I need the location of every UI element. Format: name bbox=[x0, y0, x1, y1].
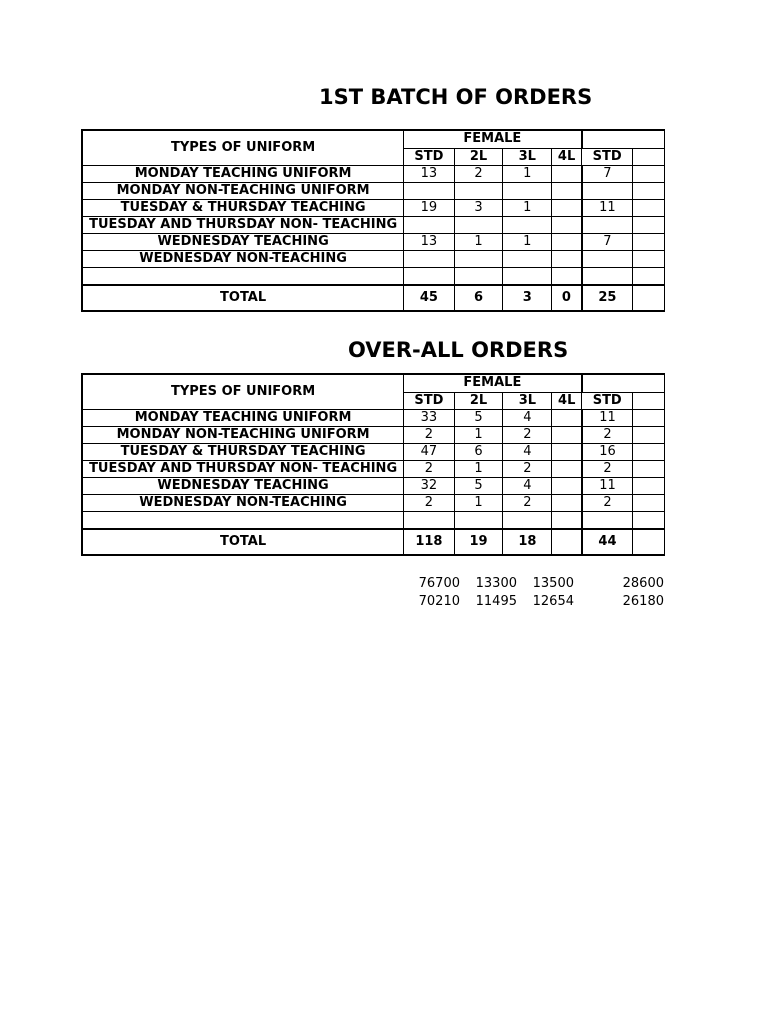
extra-value: 11495 bbox=[475, 594, 517, 609]
total-label: TOTAL bbox=[82, 529, 404, 555]
quantity-cell: 47 bbox=[404, 444, 454, 461]
quantity-cell: 6 bbox=[454, 444, 503, 461]
uniform-type-label: MONDAY TEACHING UNIFORM bbox=[82, 410, 404, 427]
quantity-cell bbox=[404, 251, 454, 268]
quantity-cell: 11 bbox=[582, 200, 633, 217]
quantity-cell: 19 bbox=[404, 200, 454, 217]
overflow-cell bbox=[633, 183, 665, 200]
overflow-cell bbox=[633, 285, 665, 311]
overflow-cell bbox=[633, 200, 665, 217]
uniform-type-label: WEDNESDAY NON-TEACHING bbox=[82, 251, 404, 268]
next-group-header bbox=[582, 374, 665, 392]
quantity-cell: 2 bbox=[582, 495, 633, 512]
quantity-cell bbox=[552, 166, 582, 183]
quantity-cell bbox=[404, 268, 454, 286]
quantity-cell: 2 bbox=[582, 427, 633, 444]
total-row bbox=[82, 285, 665, 311]
quantity-cell: 2 bbox=[404, 427, 454, 444]
quantity-cell: 3 bbox=[454, 200, 503, 217]
uniform-type-label bbox=[82, 512, 404, 530]
quantity-cell: 2 bbox=[503, 461, 552, 478]
overall-table-container bbox=[81, 373, 665, 559]
table-row bbox=[82, 234, 665, 251]
uniform-type-label: MONDAY NON-TEACHING UNIFORM bbox=[82, 183, 404, 200]
next-group-header bbox=[582, 130, 665, 148]
quantity-cell bbox=[454, 268, 503, 286]
overflow-cell bbox=[633, 251, 665, 268]
quantity-cell: 1 bbox=[503, 234, 552, 251]
quantity-cell bbox=[552, 495, 582, 512]
column-header: 4L bbox=[552, 148, 582, 166]
batch-table bbox=[81, 129, 665, 312]
uniform-type-label: MONDAY NON-TEACHING UNIFORM bbox=[82, 427, 404, 444]
total-cell: 118 bbox=[404, 529, 454, 555]
uniform-type-label: WEDNESDAY TEACHING bbox=[82, 478, 404, 495]
overflow-cell bbox=[633, 512, 665, 530]
quantity-cell bbox=[404, 512, 454, 530]
quantity-cell: 2 bbox=[503, 495, 552, 512]
quantity-cell bbox=[454, 217, 503, 234]
quantity-cell: 1 bbox=[454, 234, 503, 251]
column-header: STD bbox=[582, 148, 633, 166]
total-cell bbox=[552, 529, 582, 555]
quantity-cell bbox=[582, 268, 633, 286]
quantity-cell bbox=[552, 217, 582, 234]
uniform-type-label: TUESDAY & THURSDAY TEACHING bbox=[82, 444, 404, 461]
types-of-uniform-header: TYPES OF UNIFORM bbox=[82, 130, 404, 166]
quantity-cell: 16 bbox=[582, 444, 633, 461]
column-header: 2L bbox=[454, 392, 503, 410]
quantity-cell bbox=[582, 217, 633, 234]
column-header: STD bbox=[582, 392, 633, 410]
uniform-type-label: WEDNESDAY TEACHING bbox=[82, 234, 404, 251]
total-label: TOTAL bbox=[82, 285, 404, 311]
extra-value: 13300 bbox=[475, 576, 517, 591]
column-header-overflow bbox=[633, 148, 665, 166]
uniform-type-label: TUESDAY AND THURSDAY NON- TEACHING bbox=[82, 217, 404, 234]
quantity-cell bbox=[552, 410, 582, 427]
quantity-cell bbox=[552, 427, 582, 444]
quantity-cell bbox=[404, 217, 454, 234]
total-cell: 44 bbox=[582, 529, 633, 555]
total-cell: 6 bbox=[454, 285, 503, 311]
table-row bbox=[82, 251, 665, 268]
quantity-cell: 2 bbox=[503, 427, 552, 444]
overflow-cell bbox=[633, 268, 665, 286]
quantity-cell bbox=[552, 478, 582, 495]
overall-title: OVER-ALL ORDERS bbox=[348, 338, 569, 362]
column-header: 4L bbox=[552, 392, 582, 410]
quantity-cell: 32 bbox=[404, 478, 454, 495]
total-cell: 45 bbox=[404, 285, 454, 311]
overflow-cell bbox=[633, 427, 665, 444]
column-header: 3L bbox=[503, 392, 552, 410]
table-row bbox=[82, 268, 665, 286]
batch-title: 1ST BATCH OF ORDERS bbox=[319, 85, 593, 109]
extra-value: 76700 bbox=[418, 576, 460, 591]
column-header: STD bbox=[404, 148, 454, 166]
table-row bbox=[82, 478, 665, 495]
table-row bbox=[82, 166, 665, 183]
quantity-cell bbox=[552, 183, 582, 200]
quantity-cell bbox=[552, 268, 582, 286]
uniform-type-label: TUESDAY & THURSDAY TEACHING bbox=[82, 200, 404, 217]
quantity-cell: 1 bbox=[454, 427, 503, 444]
overall-table bbox=[81, 373, 665, 556]
total-row bbox=[82, 529, 665, 555]
column-header: 2L bbox=[454, 148, 503, 166]
total-cell: 3 bbox=[503, 285, 552, 311]
quantity-cell: 13 bbox=[404, 166, 454, 183]
quantity-cell bbox=[552, 200, 582, 217]
quantity-cell bbox=[582, 512, 633, 530]
overflow-cell bbox=[633, 217, 665, 234]
total-cell: 25 bbox=[582, 285, 633, 311]
overflow-cell bbox=[633, 529, 665, 555]
extra-value: 12654 bbox=[532, 594, 574, 609]
quantity-cell: 5 bbox=[454, 478, 503, 495]
table-row bbox=[82, 217, 665, 234]
batch-table-container bbox=[81, 129, 665, 315]
table-row bbox=[82, 427, 665, 444]
total-cell: 19 bbox=[454, 529, 503, 555]
quantity-cell bbox=[552, 444, 582, 461]
overflow-cell bbox=[633, 166, 665, 183]
quantity-cell: 4 bbox=[503, 444, 552, 461]
quantity-cell: 2 bbox=[404, 461, 454, 478]
uniform-type-label bbox=[82, 268, 404, 286]
quantity-cell: 7 bbox=[582, 234, 633, 251]
quantity-cell bbox=[552, 512, 582, 530]
quantity-cell: 5 bbox=[454, 410, 503, 427]
quantity-cell bbox=[582, 183, 633, 200]
column-header: 3L bbox=[503, 148, 552, 166]
types-of-uniform-header: TYPES OF UNIFORM bbox=[82, 374, 404, 410]
quantity-cell: 7 bbox=[582, 166, 633, 183]
quantity-cell bbox=[503, 512, 552, 530]
table-row bbox=[82, 444, 665, 461]
quantity-cell: 1 bbox=[454, 461, 503, 478]
table-row bbox=[82, 461, 665, 478]
extra-value: 26180 bbox=[622, 594, 664, 609]
quantity-cell bbox=[503, 217, 552, 234]
overflow-cell bbox=[633, 444, 665, 461]
column-header-overflow bbox=[633, 392, 665, 410]
quantity-cell bbox=[404, 183, 454, 200]
quantity-cell: 4 bbox=[503, 410, 552, 427]
table-row bbox=[82, 183, 665, 200]
quantity-cell: 2 bbox=[582, 461, 633, 478]
extra-value: 28600 bbox=[622, 576, 664, 591]
overflow-cell bbox=[633, 478, 665, 495]
extra-value: 70210 bbox=[418, 594, 460, 609]
quantity-cell: 11 bbox=[582, 410, 633, 427]
overflow-cell bbox=[633, 495, 665, 512]
table-row bbox=[82, 495, 665, 512]
overflow-cell bbox=[633, 410, 665, 427]
total-cell: 18 bbox=[503, 529, 552, 555]
uniform-type-label: TUESDAY AND THURSDAY NON- TEACHING bbox=[82, 461, 404, 478]
quantity-cell: 1 bbox=[503, 200, 552, 217]
quantity-cell: 33 bbox=[404, 410, 454, 427]
overflow-cell bbox=[633, 461, 665, 478]
quantity-cell bbox=[503, 183, 552, 200]
female-header: FEMALE bbox=[404, 130, 582, 148]
uniform-type-label: WEDNESDAY NON-TEACHING bbox=[82, 495, 404, 512]
extra-value: 13500 bbox=[532, 576, 574, 591]
quantity-cell bbox=[552, 461, 582, 478]
quantity-cell: 2 bbox=[404, 495, 454, 512]
quantity-cell: 2 bbox=[454, 166, 503, 183]
quantity-cell bbox=[454, 183, 503, 200]
female-header: FEMALE bbox=[404, 374, 582, 392]
uniform-type-label: MONDAY TEACHING UNIFORM bbox=[82, 166, 404, 183]
quantity-cell bbox=[454, 251, 503, 268]
table-row bbox=[82, 512, 665, 530]
quantity-cell bbox=[454, 512, 503, 530]
quantity-cell bbox=[552, 234, 582, 251]
quantity-cell bbox=[503, 251, 552, 268]
quantity-cell: 11 bbox=[582, 478, 633, 495]
table-row bbox=[82, 410, 665, 427]
quantity-cell bbox=[552, 251, 582, 268]
quantity-cell: 4 bbox=[503, 478, 552, 495]
quantity-cell bbox=[503, 268, 552, 286]
column-header: STD bbox=[404, 392, 454, 410]
quantity-cell bbox=[582, 251, 633, 268]
quantity-cell: 13 bbox=[404, 234, 454, 251]
overflow-cell bbox=[633, 234, 665, 251]
quantity-cell: 1 bbox=[503, 166, 552, 183]
total-cell: 0 bbox=[552, 285, 582, 311]
table-row bbox=[82, 200, 665, 217]
quantity-cell: 1 bbox=[454, 495, 503, 512]
